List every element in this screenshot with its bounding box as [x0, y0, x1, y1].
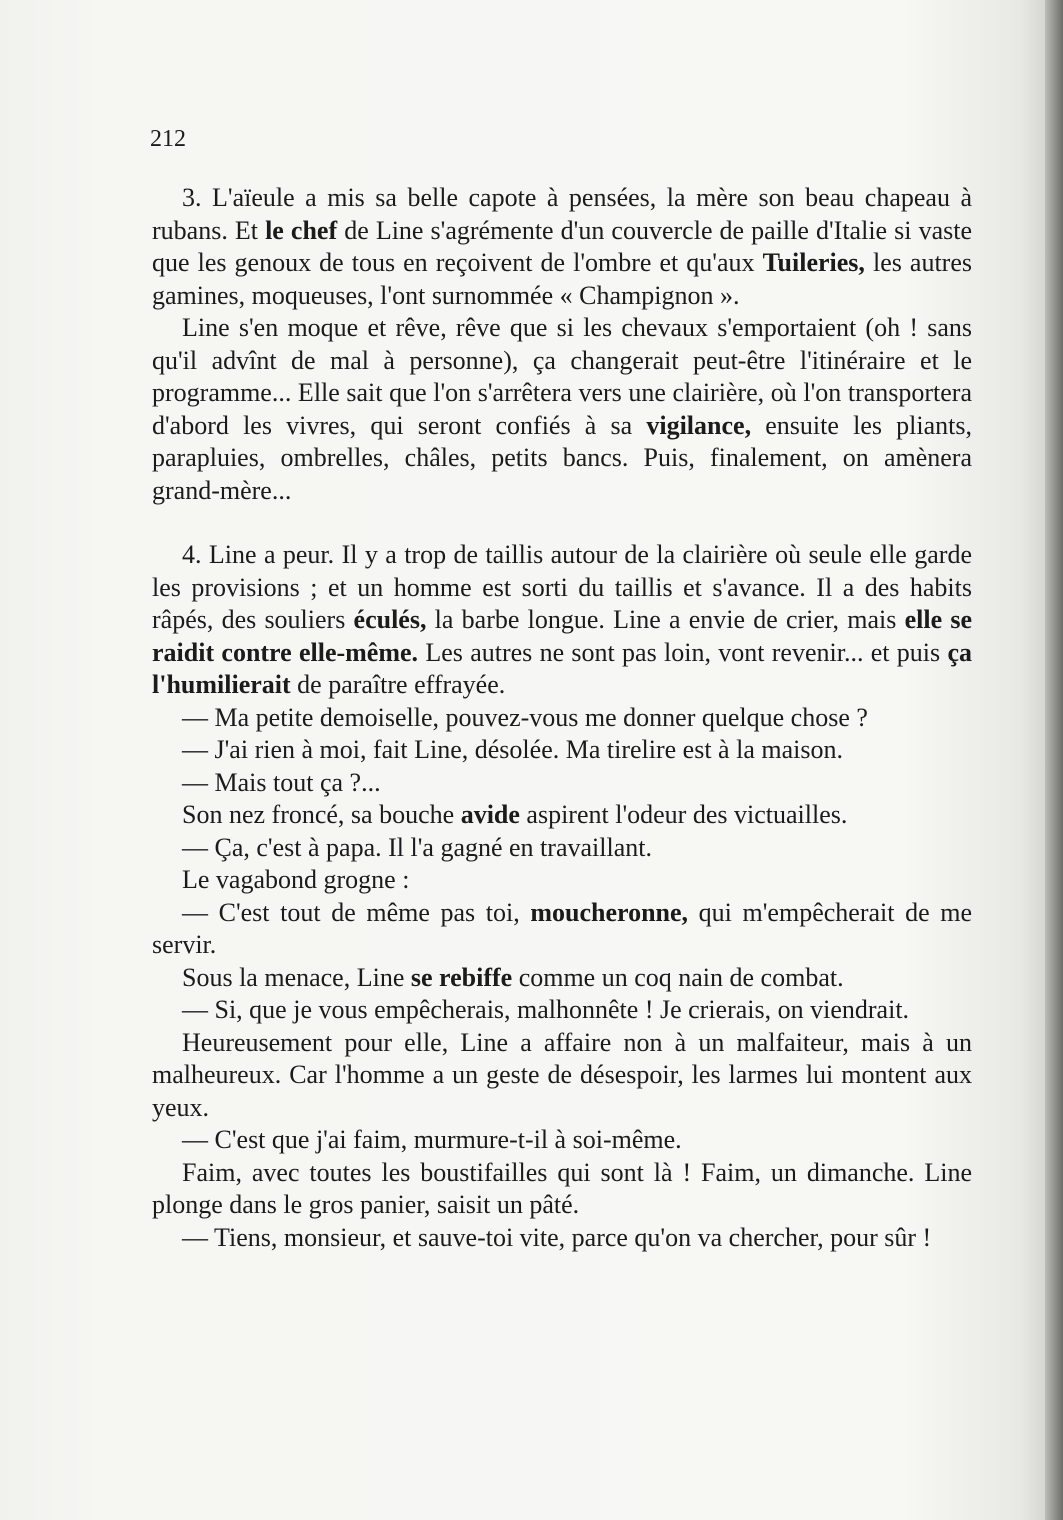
text-run: — J'ai rien à moi, fait Line, désolée. Ma tirelire est à la maison. [182, 735, 843, 764]
text-run: — Ça, c'est à papa. Il l'a gagné en travaillant. [182, 832, 652, 862]
text-run: — Tiens, monsieur, et sauve-toi vite, parce qu'on va chercher, pour sûr ! [182, 1222, 932, 1252]
text-run: qui m'empêcherait de me servir. [152, 897, 972, 959]
dialogue-line [152, 702, 972, 735]
text-run: — Ma petite demoiselle, pouvez-vous me donner quelque chose ? [182, 702, 868, 732]
page-number: 212 [150, 126, 186, 152]
paragraph [152, 1027, 972, 1125]
bold-text: Tuileries, [762, 248, 865, 277]
paragraph [152, 312, 972, 507]
bold-text: ça l'humilierait [152, 637, 972, 699]
bold-text: se rebiffe [410, 962, 513, 992]
text-run: Line s'en moque et rêve, rêve que si les chevaux s'emportaient (oh ! sans qu'il advînt de mal à personne), ça changerait peut-être l'itinéraire et le programme... Elle sait que l'on s'arrêtera vers une clairière, où l'on transportera d'abord les vivres, qui seront confiés à sa [152, 313, 972, 440]
paragraph [152, 1157, 972, 1222]
paragraph [152, 864, 972, 897]
text-run: Sous la menace, Line [182, 962, 411, 992]
text-run: — C'est que j'ai faim, murmure-t-il à soi-même. [182, 1125, 682, 1154]
bold-text: vigilance, [646, 410, 752, 440]
dialogue-line [152, 1124, 972, 1157]
text-run: 4. Line a peur. Il y a trop de taillis autour de la clairière où seule elle garde les provisions ; et un homme est sorti du taillis et s'avance. Il a des habits râpés, des souliers [152, 540, 972, 634]
paragraph [152, 799, 972, 832]
page-edge-shadow [1045, 0, 1063, 1520]
dialogue-line [152, 767, 972, 800]
text-run: de paraître effrayée. [290, 670, 506, 699]
dialogue-line [152, 734, 972, 767]
dialogue-line [152, 832, 972, 865]
text-run: 3. L'aïeule a mis sa belle capote à pensées, la mère son beau chapeau à rubans. Et [152, 183, 972, 245]
paragraph [152, 962, 972, 995]
bold-text: elle se raidit contre elle-même. [152, 605, 972, 667]
bold-text: le chef [265, 215, 338, 245]
bold-text: moucheronne, [530, 897, 689, 927]
text-run: — Mais tout ça ?... [182, 767, 381, 797]
text-run: Le vagabond grogne : [182, 865, 410, 894]
bold-text: éculés, [353, 605, 427, 634]
text-run: aspirent l'odeur des victuailles. [519, 800, 848, 829]
dialogue-line [152, 1222, 972, 1255]
text-run: de Line s'agrémente d'un couvercle de paille d'Italie si vaste que les genoux de tous en reçoivent de l'ombre et qu'aux [152, 215, 972, 277]
text-run: la barbe longue. Line a envie de crier, mais [426, 605, 905, 634]
text-run: — C'est tout de même pas toi, [182, 897, 531, 927]
section-3 [152, 182, 972, 1254]
paragraph [152, 539, 972, 702]
text-run: Heureusement pour elle, Line a affaire non à un malfaiteur, mais à un malheureux. Car l'homme a un geste de désespoir, les larmes lui montent aux yeux. [152, 1027, 972, 1122]
paragraph [152, 182, 972, 312]
bold-text: avide [460, 800, 520, 829]
text-run: les autres gamines, moqueuses, l'ont surnommée « Champignon ». [152, 248, 972, 310]
text-run: Les autres ne sont pas loin, vont revenir... et puis [418, 637, 948, 667]
text-run: Faim, avec toutes les boustifailles qui sont là ! Faim, un dimanche. Line plonge dans le gros panier, saisit un pâté. [152, 1157, 972, 1219]
dialogue-line [152, 994, 972, 1027]
text-run: ensuite les pliants, parapluies, ombrelles, châles, petits bancs. Puis, finalement, on amènera grand-mère... [152, 410, 972, 505]
text-run: Son nez froncé, sa bouche [182, 800, 461, 829]
text-run: comme un coq nain de combat. [512, 962, 844, 992]
text-run: — Si, que je vous empêcherais, malhonnête ! Je crierais, on viendrait. [182, 995, 910, 1024]
dialogue-line [152, 897, 972, 962]
